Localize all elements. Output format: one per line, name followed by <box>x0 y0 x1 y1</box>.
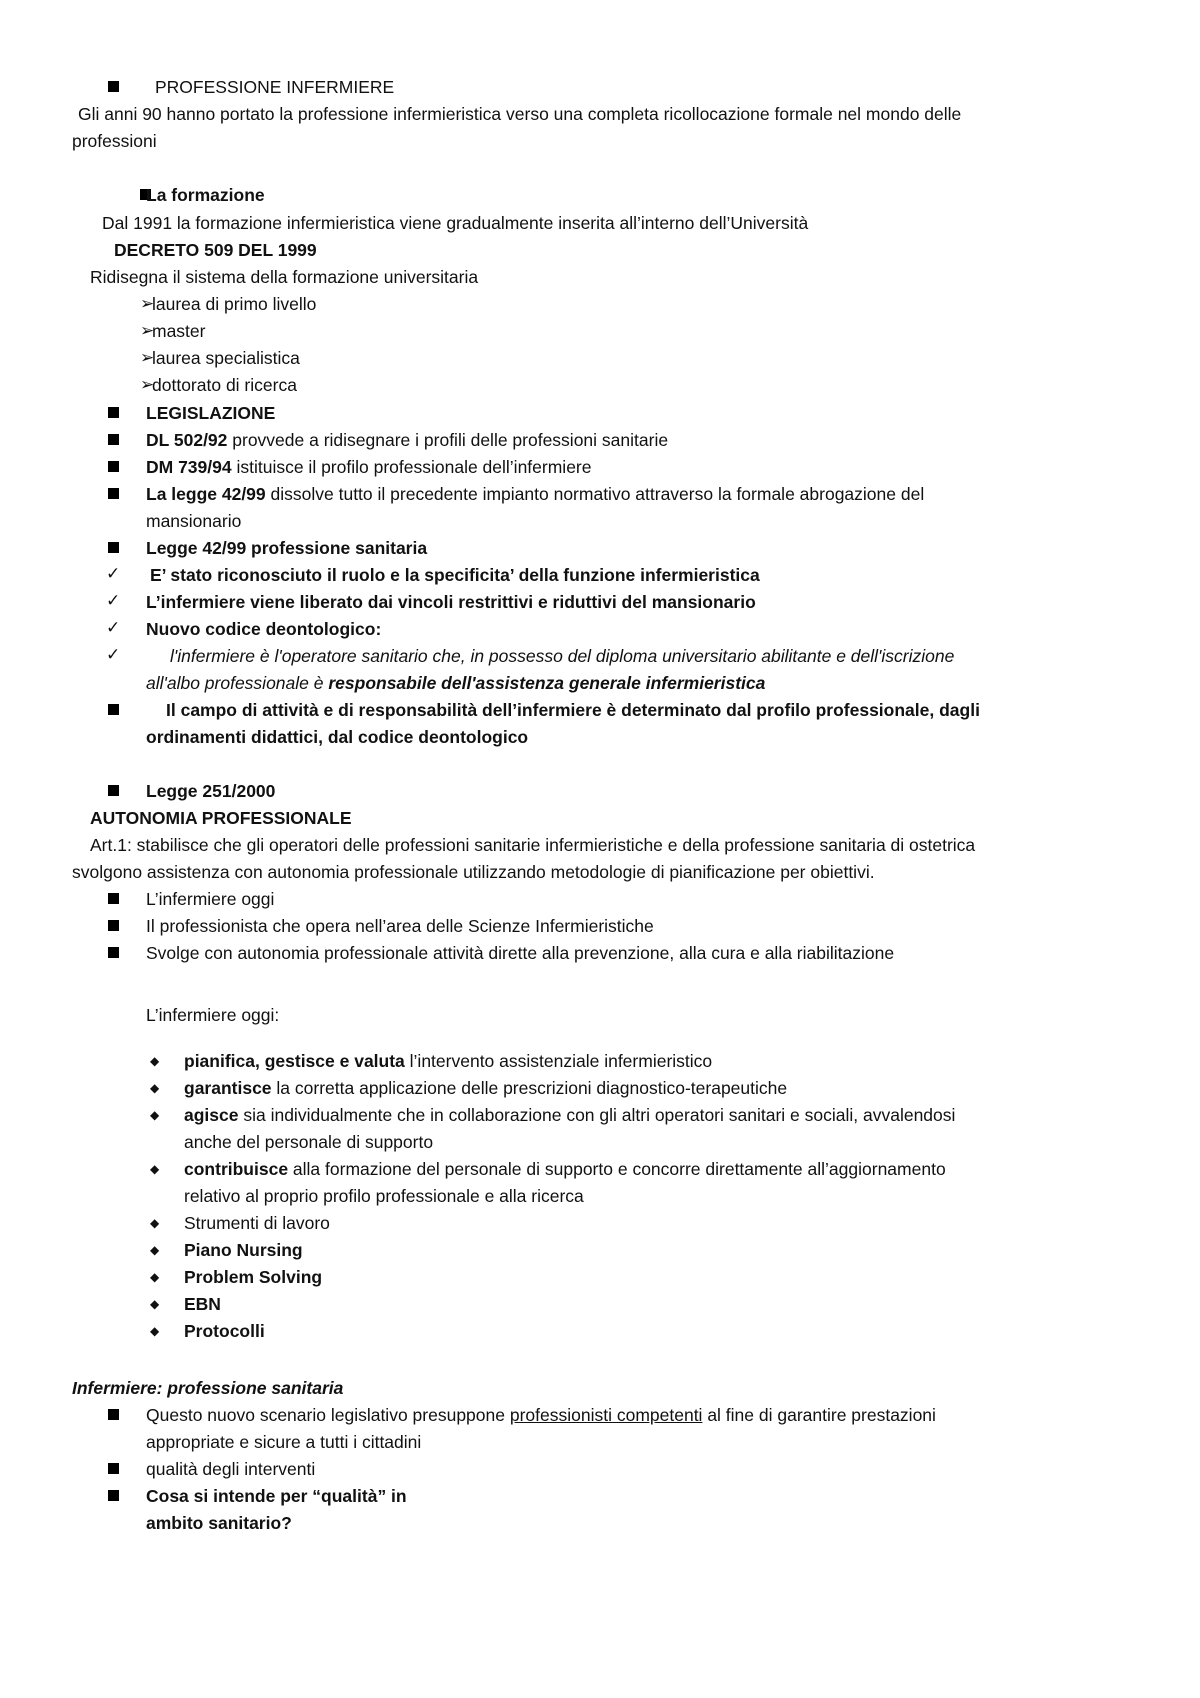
heading-autonomia: AUTONOMIA PROFESSIONALE <box>90 808 352 828</box>
square-bullet-icon <box>108 947 119 958</box>
paragraph-line: Ridisegna il sistema della formazione universitaria <box>90 267 479 287</box>
list-item: Questo nuovo scenario legislativo presuppone professionisti competenti al fine di garantire prestazioni <box>146 1405 936 1425</box>
list-item: dottorato di ricerca <box>152 375 297 395</box>
arrow-bullet-icon: ➢ <box>140 375 155 394</box>
list-item-continuation: appropriate e sicure a tutti i cittadini <box>146 1432 422 1452</box>
diamond-item: Problem Solving <box>184 1267 323 1287</box>
diamond-bullet-icon: ◆ <box>150 1243 160 1257</box>
list-item: qualità degli interventi <box>146 1459 316 1479</box>
heading-decreto: DECRETO 509 DEL 1999 <box>114 240 317 260</box>
square-bullet-icon <box>108 1409 119 1420</box>
square-bullet-icon <box>108 461 119 472</box>
paragraph-line: svolgono assistenza con autonomia professionale utilizzando metodologie di pianificazione per obiettivi. <box>72 862 875 882</box>
diamond-item: garantisce la corretta applicazione delle prescrizioni diagnostico-terapeutiche <box>184 1078 788 1098</box>
diamond-bullet-icon: ◆ <box>150 1216 160 1230</box>
paragraph-line: Art.1: stabilisce che gli operatori delle professioni sanitarie infermieristiche e della professione sanitaria di ostetrica <box>90 835 976 855</box>
square-bullet-icon <box>108 893 119 904</box>
diamond-bullet-icon: ◆ <box>150 1108 160 1122</box>
list-item: L’infermiere oggi <box>146 889 275 909</box>
heading-legislazione: LEGISLAZIONE <box>146 403 276 423</box>
list-item: La legge 42/99 dissolve tutto il precedente impianto normativo attraverso la formale abrogazione del <box>146 484 925 504</box>
paragraph-line: professioni <box>72 131 157 151</box>
list-item-continuation: ambito sanitario? <box>146 1513 292 1533</box>
list-item: laurea specialistica <box>152 348 300 368</box>
paragraph-line: L’infermiere oggi: <box>146 1005 280 1025</box>
check-item: l'infermiere è l'operatore sanitario che, in possesso del diploma universitario abilitante e dell'iscrizione <box>170 646 955 666</box>
diamond-bullet-icon: ◆ <box>150 1054 160 1068</box>
list-item: Legge 42/99 professione sanitaria <box>146 538 428 558</box>
diamond-item: Strumenti di lavoro <box>184 1213 330 1233</box>
diamond-item: Piano Nursing <box>184 1240 303 1260</box>
list-item: DM 739/94 istituisce il profilo professionale dell’infermiere <box>146 457 592 477</box>
square-bullet-icon <box>108 785 119 796</box>
list-item-continuation: ordinamenti didattici, dal codice deontologico <box>146 727 529 747</box>
list-item: laurea di primo livello <box>152 294 317 314</box>
checkmark-icon: ✓ <box>106 564 121 583</box>
diamond-item: EBN <box>184 1294 221 1314</box>
arrow-bullet-icon: ➢ <box>140 348 155 367</box>
square-bullet-icon <box>108 1490 119 1501</box>
square-bullet-icon <box>108 704 119 715</box>
arrow-bullet-icon: ➢ <box>140 321 155 340</box>
diamond-bullet-icon: ◆ <box>150 1324 160 1338</box>
square-bullet-icon <box>108 542 119 553</box>
square-bullet-icon <box>108 434 119 445</box>
checkmark-icon: ✓ <box>106 591 121 610</box>
diamond-item: pianifica, gestisce e valuta l’intervento assistenziale infermieristico <box>184 1051 713 1071</box>
square-bullet-icon <box>108 488 119 499</box>
diamond-bullet-icon: ◆ <box>150 1162 160 1176</box>
check-item-continuation: all'albo professionale è responsabile dell'assistenza generale infermieristica <box>146 673 766 693</box>
heading-formazione: La formazione <box>146 185 265 205</box>
list-item: Svolge con autonomia professionale attività dirette alla prevenzione, alla cura e alla riabilitazione <box>146 943 895 963</box>
check-item: E’ stato riconosciuto il ruolo e la specificita’ della funzione infermieristica <box>150 565 760 585</box>
heading-legge-251: Legge 251/2000 <box>146 781 276 801</box>
list-item: Il professionista che opera nell’area delle Scienze Infermieristiche <box>146 916 654 936</box>
checkmark-icon: ✓ <box>106 618 121 637</box>
list-item: Il campo di attività e di responsabilità dell’infermiere è determinato dal profilo professionale, dagli <box>166 700 980 720</box>
diamond-item-continuation: relativo al proprio profilo professionale e alla ricerca <box>184 1186 584 1206</box>
diamond-bullet-icon: ◆ <box>150 1297 160 1311</box>
list-item-continuation: mansionario <box>146 511 242 531</box>
check-item: L’infermiere viene liberato dai vincoli restrittivi e riduttivi del mansionario <box>146 592 756 612</box>
list-item: Cosa si intende per “qualità” in <box>146 1486 407 1506</box>
checkmark-icon: ✓ <box>106 645 121 664</box>
diamond-item-continuation: anche del personale di supporto <box>184 1132 434 1152</box>
paragraph-line: Dal 1991 la formazione infermieristica viene gradualmente inserita all’interno dell’Università <box>102 213 809 233</box>
heading-professione: PROFESSIONE INFERMIERE <box>155 77 395 97</box>
arrow-bullet-icon: ➢ <box>140 294 155 313</box>
diamond-item: Protocolli <box>184 1321 265 1341</box>
diamond-item: agisce sia individualmente che in collaborazione con gli altri operatori sanitari e sociali, avvalendosi <box>184 1105 956 1125</box>
diamond-item: contribuisce alla formazione del personale di supporto e concorre direttamente all’aggiornamento <box>184 1159 946 1179</box>
list-item: DL 502/92 provvede a ridisegnare i profili delle professioni sanitarie <box>146 430 669 450</box>
heading-infermiere-professione: Infermiere: professione sanitaria <box>72 1378 344 1398</box>
paragraph-line: Gli anni 90 hanno portato la professione infermieristica verso una completa ricollocazione formale nel mondo delle <box>78 104 962 124</box>
square-bullet-icon <box>108 81 119 92</box>
square-bullet-icon <box>108 1463 119 1474</box>
square-bullet-icon <box>108 920 119 931</box>
list-item: master <box>152 321 206 341</box>
check-item: Nuovo codice deontologico: <box>146 619 382 639</box>
diamond-bullet-icon: ◆ <box>150 1270 160 1284</box>
diamond-bullet-icon: ◆ <box>150 1081 160 1095</box>
square-bullet-icon <box>108 407 119 418</box>
